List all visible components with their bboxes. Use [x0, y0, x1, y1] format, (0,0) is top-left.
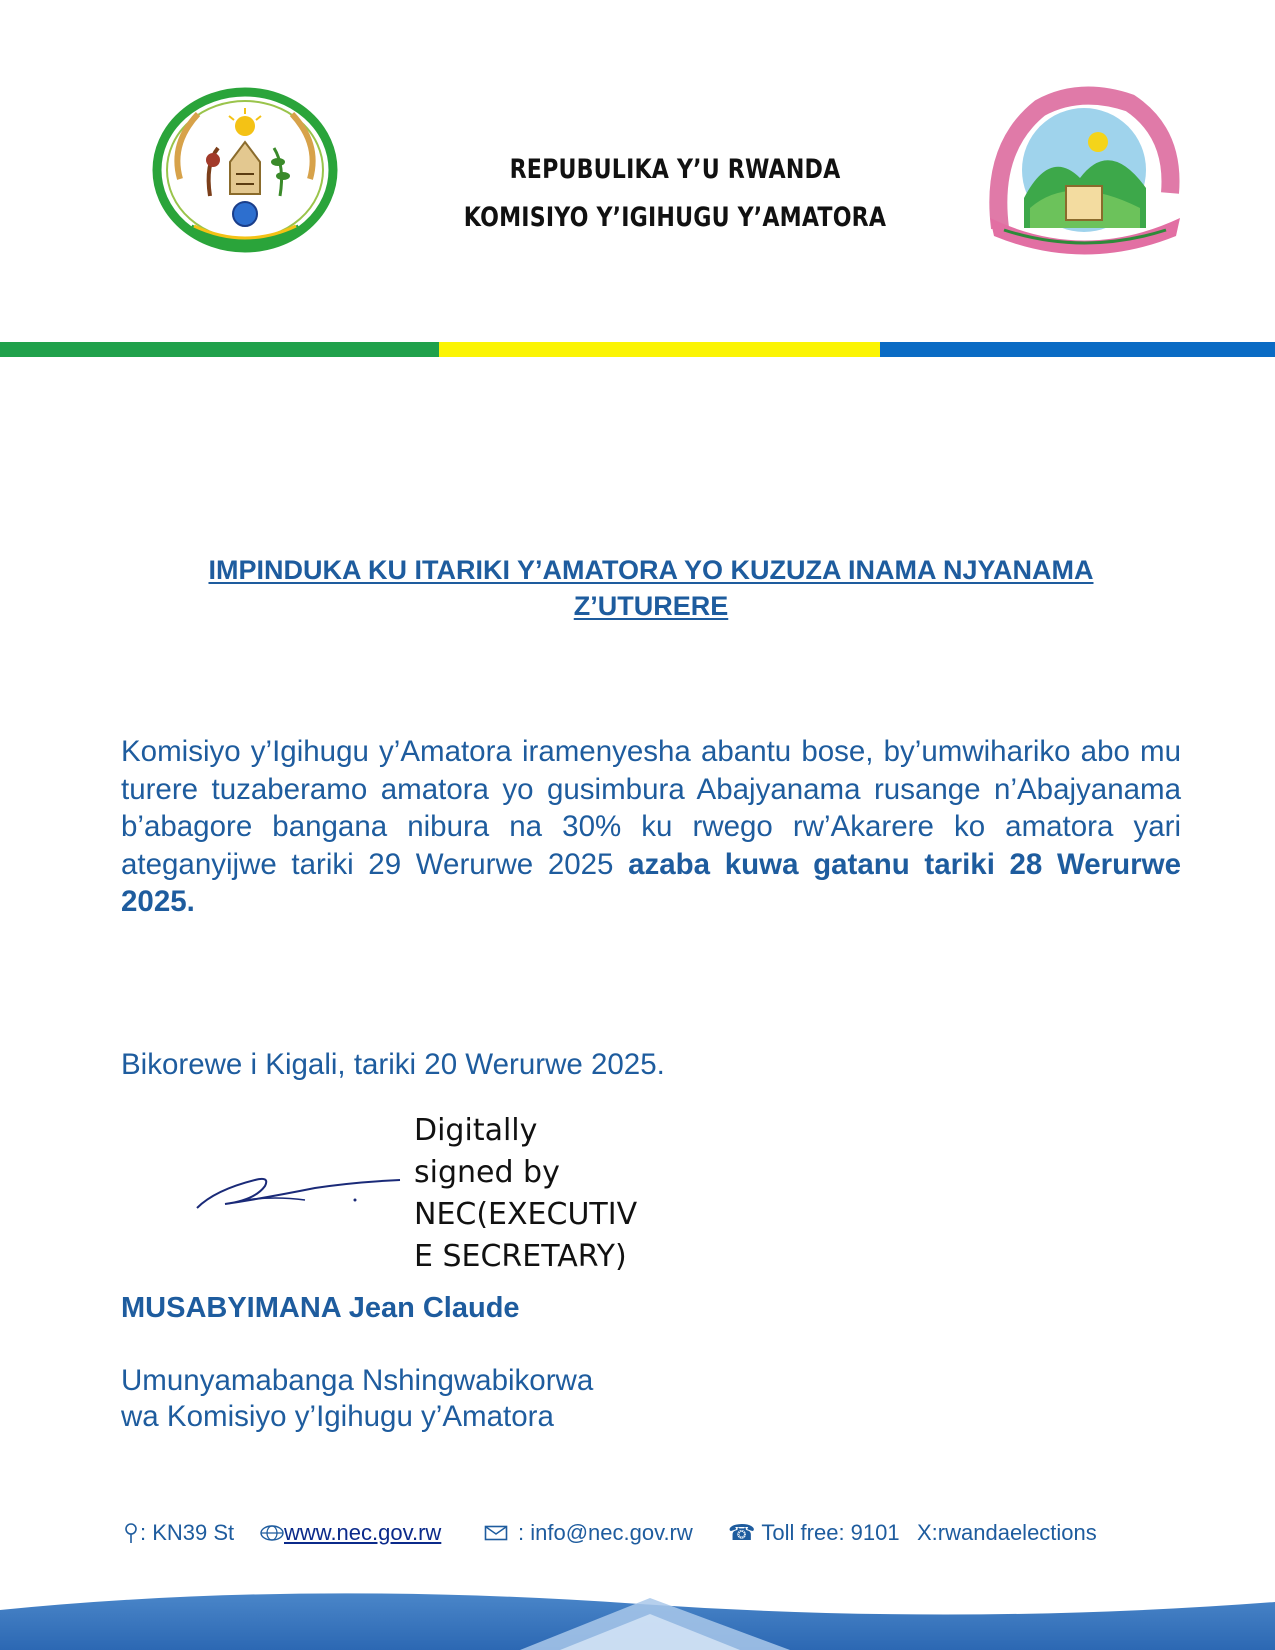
footer-website-link[interactable]: www.nec.gov.rw: [284, 1520, 442, 1545]
signer-title-line-1: Umunyamabanga Nshingwabikorwa: [121, 1364, 594, 1397]
footer-tollfree-text: Toll free: 9101: [761, 1520, 900, 1545]
footer-email-text[interactable]: : info@nec.gov.rw: [518, 1520, 693, 1545]
handwritten-signature: [195, 1160, 405, 1220]
footer-address-text: : KN39 St: [140, 1520, 235, 1545]
footer-wave-decoration: [0, 1580, 1275, 1650]
footer-social-text[interactable]: X:rwandaelections: [917, 1520, 1097, 1545]
title-line-2: Z’UTURERE: [573, 591, 729, 621]
footer-tollfree: [728, 1520, 900, 1546]
envelope-icon: [484, 1524, 508, 1542]
rwanda-coat-of-arms-logo: [150, 84, 340, 266]
telephone-icon: ☎: [728, 1520, 756, 1545]
title-line-1: IMPINDUKA KU ITARIKI Y’AMATORA YO KUZUZA INAMA NJYANAMA: [208, 555, 1094, 585]
flag-color-stripe: [0, 342, 1275, 357]
footer-email[interactable]: [484, 1520, 693, 1546]
announcement-text: Komisiyo y’Igihugu y’Amatora iramenyesha abantu bose, by’umwihariko abo mu turere tuzaberamo amatora yo gusimbura Abajyanama rusange n’Abajyanama b’abagore bangana nibura na 30% ku rwego rw’Akarere ko amatora yari ateganyijwe tariki 29 Werurwe 2025: [121, 735, 1181, 881]
footer-social[interactable]: [917, 1520, 1097, 1546]
header-republic-name: REPUBULIKA Y’U RWANDA: [509, 154, 841, 185]
announcement-new-date: azaba kuwa gatanu tariki 28 Werurwe 2025.: [121, 847, 1181, 918]
location-pin-icon: [124, 1522, 138, 1544]
signer-title-line-2: wa Komisiyo y’Igihugu y’Amatora: [121, 1400, 554, 1433]
document-title: [118, 552, 1184, 624]
footer-website[interactable]: [260, 1520, 441, 1546]
globe-icon: [260, 1524, 284, 1542]
digital-signature-label: [414, 1110, 644, 1278]
nec-seal-logo: [980, 78, 1186, 256]
sig-line-4: E SECRETARY): [414, 1239, 627, 1274]
sig-line-1: Digitally: [414, 1113, 538, 1148]
announcement-paragraph: [121, 733, 1181, 921]
footer-address: [124, 1520, 234, 1546]
sig-line-2: signed by: [414, 1155, 560, 1190]
stripe-blue: [880, 342, 1275, 357]
signer-title: [121, 1363, 593, 1435]
signer-name: MUSABYIMANA Jean Claude: [121, 1292, 520, 1324]
sig-line-3: NEC(EXECUTIV: [414, 1197, 638, 1232]
place-and-date: Bikorewe i Kigali, tariki 20 Werurwe 2025.: [121, 1048, 665, 1081]
stripe-yellow: [439, 342, 880, 357]
stripe-green: [0, 342, 439, 357]
header-commission-name: KOMISIYO Y’IGIHUGU Y’AMATORA: [463, 202, 887, 233]
